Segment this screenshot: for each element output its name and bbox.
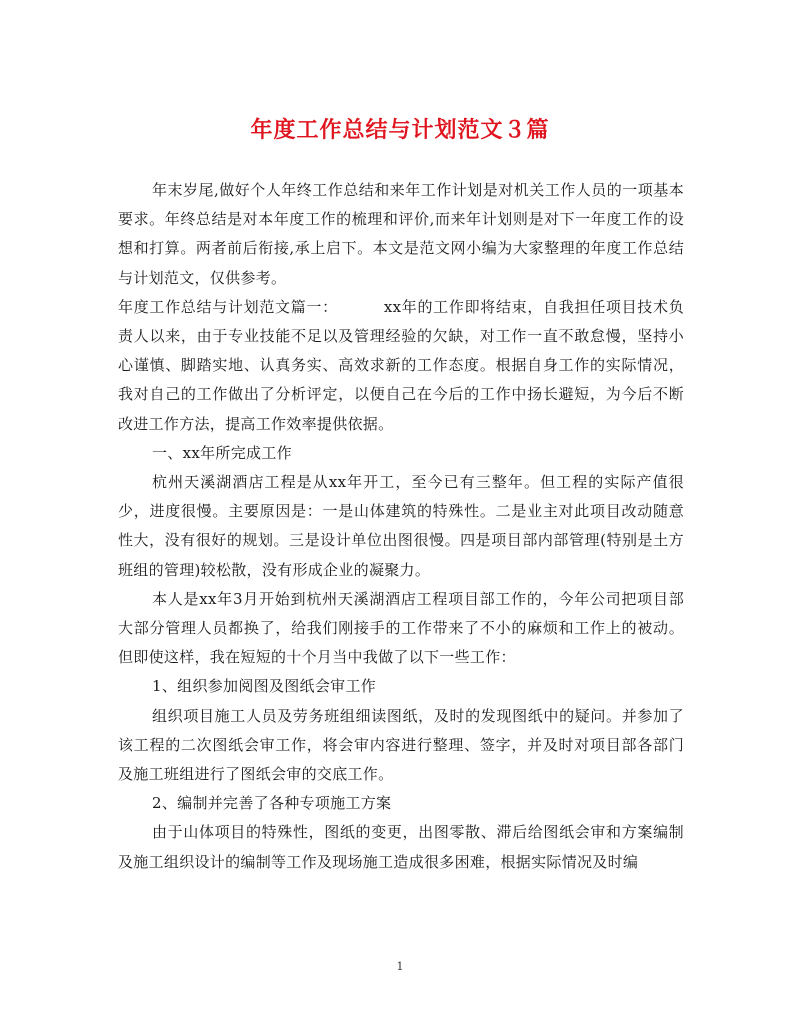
body-paragraph: 本人是xx年3月开始到杭州天溪湖酒店工程项目部工作的，今年公司把项目部大部分管理人员都换了，给我们刚接手的工作带来了不小的麻烦和工作上的被动。但即使这样，我在短短的十个月当中我做了以下一些工作： [118,589,684,667]
body-paragraph: 组织项目施工人员及劳务班组细读图纸，及时的发现图纸中的疑问。并参加了该工程的二次图纸会审工作，将会审内容进行整理、签字，并及时对项目部各部门及施工班组进行了图纸会审的交底工作。 [118,706,684,784]
subsection-heading: 1、组织参加阅图及图纸会审工作 [152,677,377,696]
page-title: 年度工作总结与计划范文３篇 [250,118,550,143]
article-one-text: xx年的工作即将结束，自我担任项目技术负责人以来，由于专业技能不足以及管理经验的欠缺，对工作一直不敢怠慢，坚持小心谨慎、脚踏实地、认真务实、高效求新的工作态度。根据自身工作的实际情况，我对自己的工作做出了分析评定，以便自己在今后的工作中扬长避短，为今后不断改进工作方法，提高工作效率提供依据。 [118,297,685,433]
body-paragraph: 杭州天溪湖酒店工程是从xx年开工，至今已有三整年。但工程的实际产值很少，进度很慢。主要原因是：一是山体建筑的特殊性。二是业主对此项目改动随意性大，没有很好的规划。三是设计单位出图很慢。四是项目部内部管理(特别是土方班组的管理)较松散，没有形成企业的凝聚力。 [118,473,684,579]
body-paragraph: 由于山体项目的特殊性，图纸的变更，出图零散、滞后给图纸会审和方案编制及施工组织设计的编制等工作及现场施工造成很多困难，根据实际情况及时编 [118,823,684,871]
document-body [118,176,684,877]
article-heading: 年度工作总结与计划范文篇一： [118,297,338,316]
page-number: 1 [396,960,404,973]
subsection-heading: 2、编制并完善了各种专项施工方案 [152,794,392,813]
section-heading-completed-work: 一、xx年所完成工作 [152,443,292,462]
article-one-paragraph [118,293,684,439]
intro-paragraph: 年末岁尾,做好个人年终工作总结和来年工作计划是对机关工作人员的一项基本要求。年终总结是对本年度工作的梳理和评价,而来年计划则是对下一年度工作的设想和打算。两者前后衔接,承上启下。本文是范文网小编为大家整理的年度工作总结与计划范文，仅供参考。 [118,181,684,287]
